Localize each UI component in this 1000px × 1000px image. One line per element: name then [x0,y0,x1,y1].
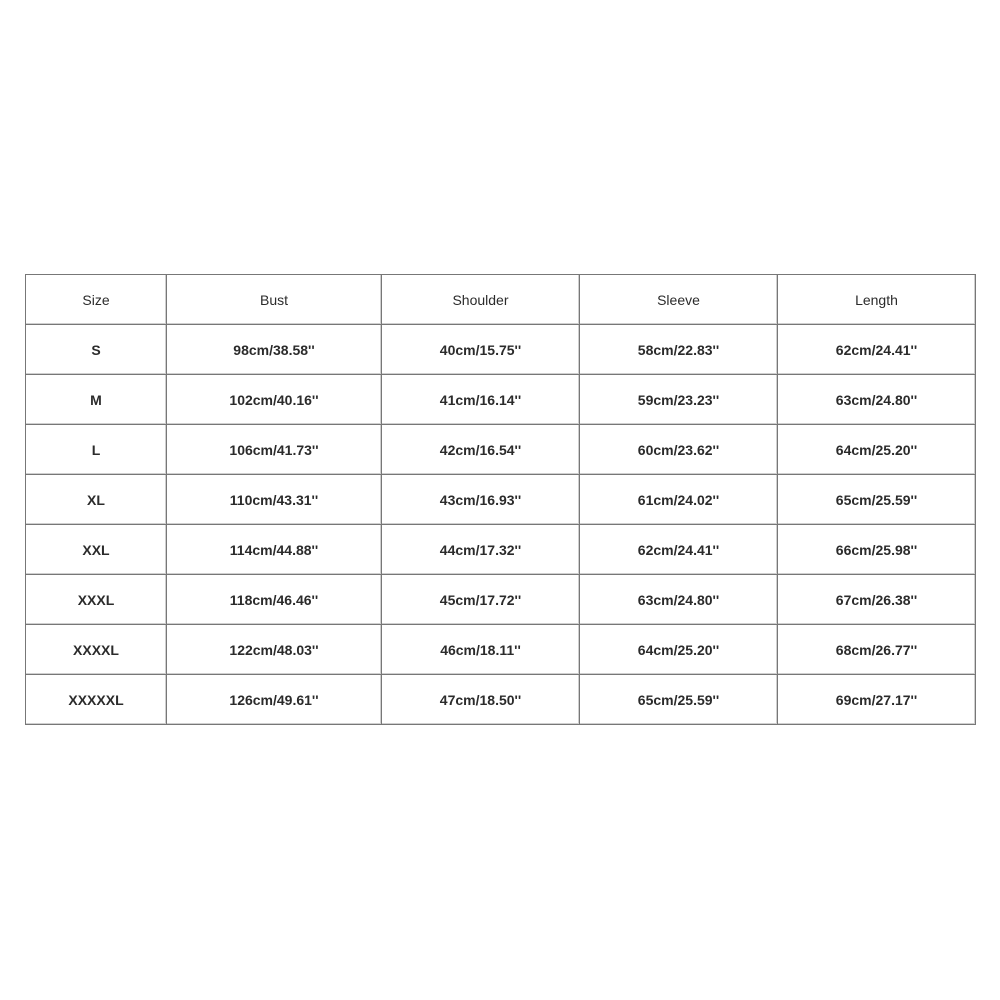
cell-size: XXXXXL [26,675,167,725]
cell-shoulder: 46cm/18.11'' [382,625,580,675]
header-length: Length [778,275,976,325]
cell-bust: 122cm/48.03'' [167,625,382,675]
size-chart-body [26,325,976,725]
cell-sleeve: 63cm/24.80'' [580,575,778,625]
cell-sleeve: 61cm/24.02'' [580,475,778,525]
cell-size: L [26,425,167,475]
cell-bust: 102cm/40.16'' [167,375,382,425]
cell-bust: 110cm/43.31'' [167,475,382,525]
cell-sleeve: 59cm/23.23'' [580,375,778,425]
table-row [26,675,976,725]
cell-length: 67cm/26.38'' [778,575,976,625]
cell-size: XL [26,475,167,525]
cell-size: M [26,375,167,425]
cell-sleeve: 65cm/25.59'' [580,675,778,725]
table-row [26,525,976,575]
cell-size: XXL [26,525,167,575]
cell-bust: 118cm/46.46'' [167,575,382,625]
table-row [26,475,976,525]
cell-sleeve: 64cm/25.20'' [580,625,778,675]
cell-length: 66cm/25.98'' [778,525,976,575]
cell-shoulder: 41cm/16.14'' [382,375,580,425]
cell-length: 64cm/25.20'' [778,425,976,475]
cell-shoulder: 44cm/17.32'' [382,525,580,575]
cell-size: XXXXL [26,625,167,675]
cell-bust: 98cm/38.58'' [167,325,382,375]
cell-bust: 106cm/41.73'' [167,425,382,475]
cell-length: 62cm/24.41'' [778,325,976,375]
cell-sleeve: 58cm/22.83'' [580,325,778,375]
cell-sleeve: 60cm/23.62'' [580,425,778,475]
header-row [26,275,976,325]
table-row [26,575,976,625]
cell-shoulder: 47cm/18.50'' [382,675,580,725]
cell-shoulder: 43cm/16.93'' [382,475,580,525]
cell-length: 68cm/26.77'' [778,625,976,675]
cell-bust: 114cm/44.88'' [167,525,382,575]
size-chart-header [26,275,976,325]
cell-size: S [26,325,167,375]
header-bust: Bust [167,275,382,325]
cell-length: 69cm/27.17'' [778,675,976,725]
header-sleeve: Sleeve [580,275,778,325]
table-row [26,375,976,425]
cell-shoulder: 42cm/16.54'' [382,425,580,475]
header-shoulder: Shoulder [382,275,580,325]
cell-shoulder: 45cm/17.72'' [382,575,580,625]
table-row [26,325,976,375]
cell-length: 65cm/25.59'' [778,475,976,525]
size-chart-table [25,274,976,725]
table-row [26,625,976,675]
header-size: Size [26,275,167,325]
cell-bust: 126cm/49.61'' [167,675,382,725]
cell-shoulder: 40cm/15.75'' [382,325,580,375]
cell-length: 63cm/24.80'' [778,375,976,425]
table-row [26,425,976,475]
cell-size: XXXL [26,575,167,625]
cell-sleeve: 62cm/24.41'' [580,525,778,575]
